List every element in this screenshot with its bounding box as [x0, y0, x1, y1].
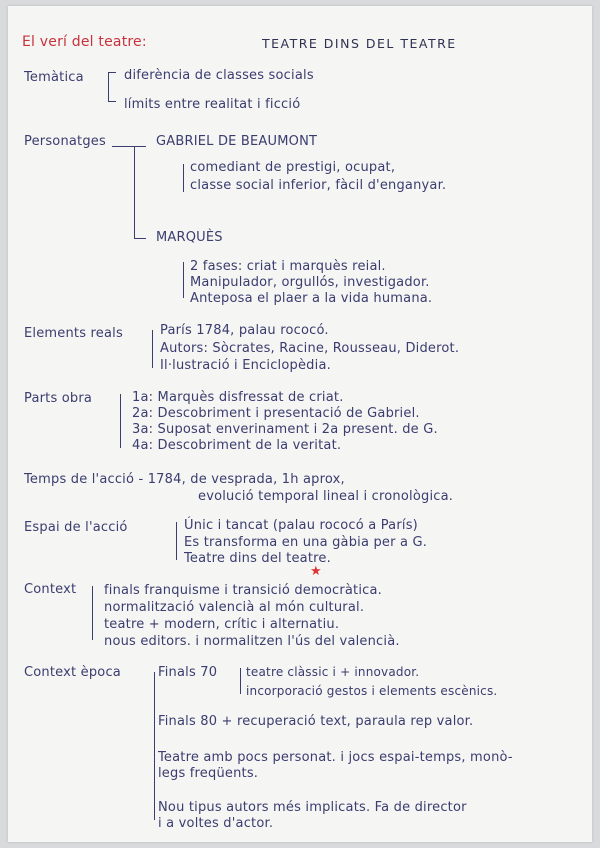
teatre-line: Teatre amb pocs personat. i jocs espai-temps, monò-: [158, 750, 513, 765]
personatges-label: Personatges: [24, 134, 106, 149]
espai-label: Espai de l'acció: [24, 520, 128, 535]
gabriel-line: comediant de prestigi, ocupat,: [190, 160, 396, 175]
context-item: teatre + modern, crític i alternatiu.: [104, 617, 340, 632]
context-item: normalització valencià al món cultural.: [104, 600, 365, 615]
elements-reals-item: Autors: Sòcrates, Racine, Rousseau, Diderot.: [160, 341, 460, 356]
brace-tick: [112, 146, 134, 147]
gabriel-line: classe social inferior, fàcil d'enganyar.: [190, 178, 447, 193]
teatre-line: legs freqüents.: [158, 766, 259, 781]
elements-reals-brace: [152, 330, 153, 368]
parts-obra-label: Parts obra: [24, 391, 93, 406]
brace-tick: [108, 72, 116, 73]
tematica-item: diferència de classes socials: [124, 68, 314, 83]
marques-name: MARQUÈS: [156, 230, 223, 245]
temps-line: evolució temporal lineal i cronològica.: [198, 489, 454, 504]
parts-obra-item: 1a: Marquès disfressat de criat.: [132, 390, 344, 405]
context-brace: [92, 586, 93, 640]
marques-brace: [183, 262, 184, 298]
espai-item: Únic i tancat (palau rococó a París): [184, 518, 418, 533]
brace-tick: [134, 238, 146, 239]
espai-item: Teatre dins del teatre.: [184, 551, 331, 566]
tematica-label: Temàtica: [24, 70, 84, 85]
page-title: El verí del teatre:: [22, 34, 147, 50]
espai-brace: [176, 522, 177, 560]
parts-obra-brace: [120, 394, 121, 448]
espai-item: Es transforma en una gàbia per a G.: [184, 535, 428, 550]
parts-obra-item: 2a: Descobriment i presentació de Gabriel.: [132, 406, 420, 421]
elements-reals-item: Il·lustració i Enciclopèdia.: [160, 358, 331, 373]
elements-reals-item: París 1784, palau rococó.: [160, 323, 329, 338]
brace-tick: [134, 146, 146, 147]
context-epoca-label: Context època: [24, 665, 121, 680]
nou-autors-line: Nou tipus autors més implicats. Fa de director: [158, 800, 467, 815]
temps-line: Temps de l'acció - 1784, de vesprada, 1h aprox,: [24, 472, 345, 487]
gabriel-brace: [183, 164, 184, 192]
finals70-item: teatre clàssic i + innovador.: [246, 665, 420, 679]
finals80-line: Finals 80 + recuperació text, paraula rep valor.: [158, 714, 474, 729]
context-epoca-brace: [154, 672, 155, 820]
context-label: Context: [24, 582, 77, 597]
tematica-item: límits entre realitat i ficció: [124, 97, 301, 112]
elements-reals-label: Elements reals: [24, 326, 123, 341]
page-subtitle: TEATRE DINS DEL TEATRE: [262, 36, 457, 51]
nou-autors-line: i a voltes d'actor.: [158, 816, 274, 831]
parts-obra-item: 4a: Descobriment de la veritat.: [132, 438, 342, 453]
finals70-item: incorporació gestos i elements escènics.: [246, 684, 498, 698]
marques-line: 2 fases: criat i marquès reial.: [190, 259, 386, 274]
star-mark-icon: ★: [310, 564, 322, 579]
finals70-brace: [240, 668, 241, 694]
gabriel-name: GABRIEL DE BEAUMONT: [156, 134, 318, 149]
context-item: finals franquisme i transició democràtica.: [104, 583, 383, 598]
brace-tick: [108, 101, 116, 102]
tematica-brace: [108, 72, 109, 102]
parts-obra-item: 3a: Suposat enverinament i 2a present. de G.: [132, 422, 438, 437]
context-item: nous editors. i normalitzen l'ús del valencià.: [104, 634, 400, 649]
personatges-brace: [134, 146, 135, 238]
marques-line: Manipulador, orgullós, investigador.: [190, 275, 430, 290]
marques-line: Anteposa el plaer a la vida humana.: [190, 291, 433, 306]
finals70-label: Finals 70: [158, 665, 218, 680]
